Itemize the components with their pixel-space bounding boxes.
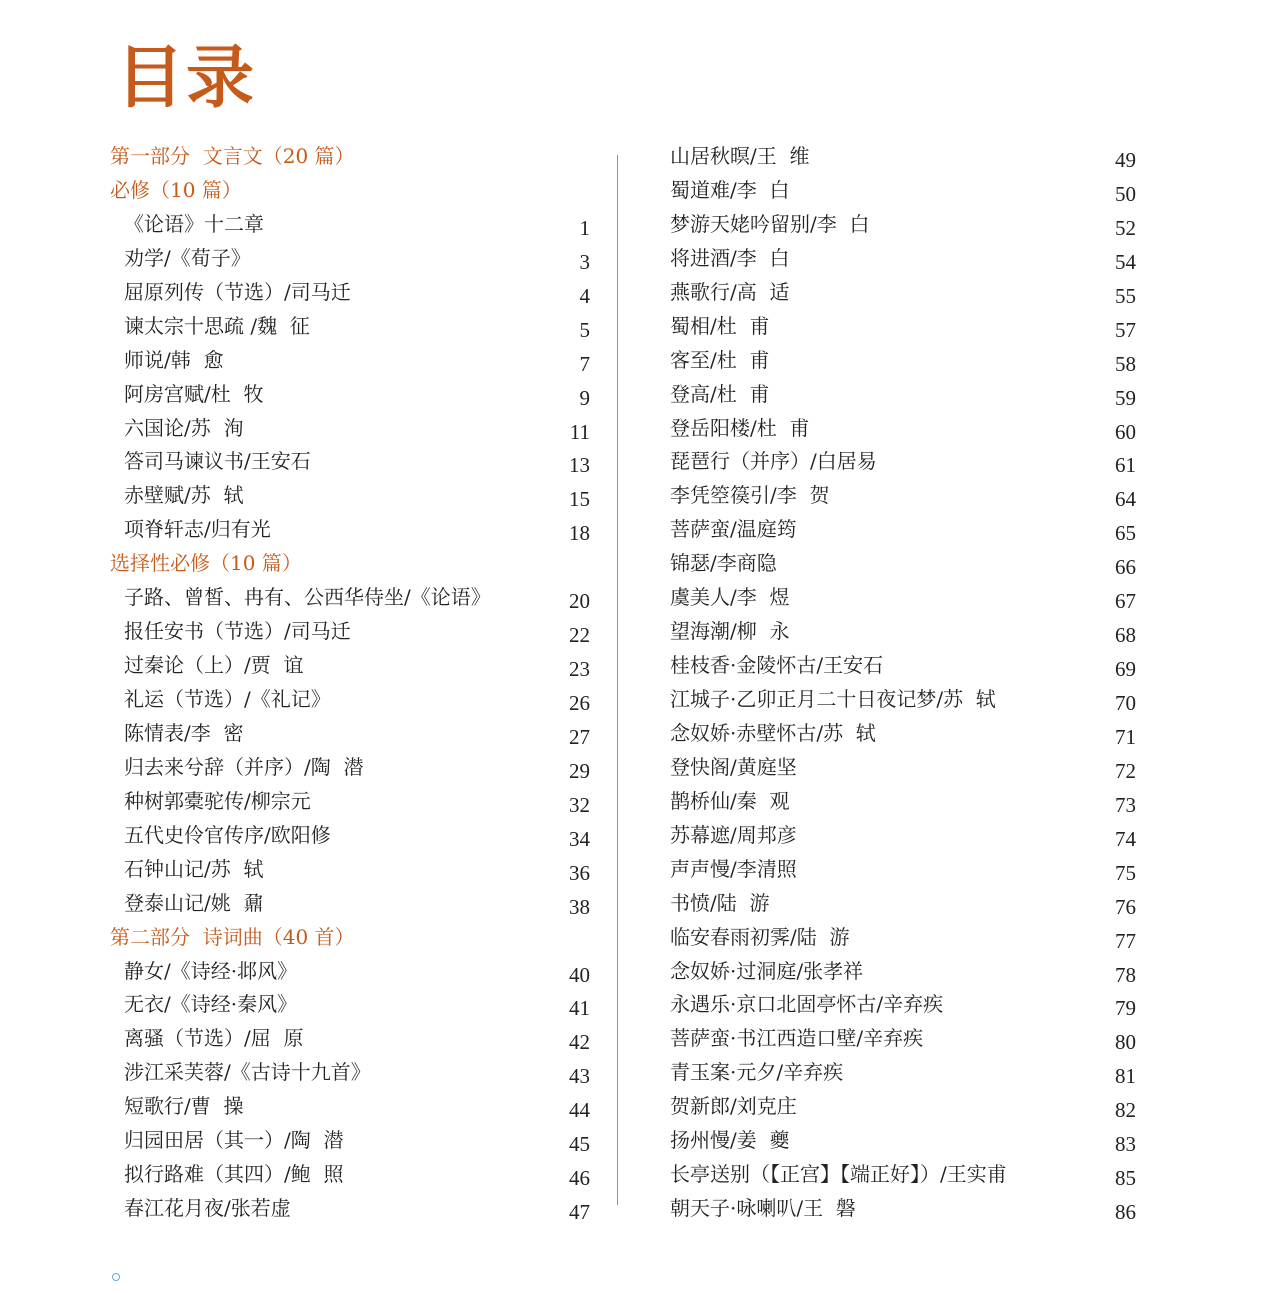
toc-entry-page-number: 7 bbox=[579, 351, 590, 376]
toc-entry[interactable] bbox=[670, 751, 1136, 785]
toc-entry-page-number: 76 bbox=[1115, 894, 1136, 919]
toc-entry-title: 阿房宫赋/杜 牧 bbox=[124, 381, 264, 406]
toc-entry-title: 《论语》十二章 bbox=[124, 211, 264, 236]
toc-entry-title: 扬州慢/姜 夔 bbox=[670, 1128, 790, 1153]
toc-entry-title: 菩萨蛮/温庭筠 bbox=[670, 517, 797, 542]
toc-entry-page-number: 22 bbox=[569, 623, 590, 648]
toc-entry[interactable] bbox=[110, 1022, 590, 1056]
toc-entry-page-number: 85 bbox=[1115, 1166, 1136, 1191]
toc-entry-title: 静女/《诗经·邶风》 bbox=[124, 958, 298, 983]
toc-entry-title: 涉江采芙蓉/《古诗十九首》 bbox=[124, 1060, 371, 1085]
toc-entry[interactable] bbox=[670, 1022, 1136, 1056]
toc-entry[interactable] bbox=[110, 1124, 590, 1158]
toc-entry-page-number: 45 bbox=[569, 1132, 590, 1157]
toc-entry-title: 师说/韩 愈 bbox=[124, 347, 224, 372]
toc-entry-title: 登高/杜 甫 bbox=[670, 381, 770, 406]
toc-entry-title: 山居秋暝/王 维 bbox=[670, 144, 810, 168]
toc-entry[interactable] bbox=[110, 1158, 590, 1192]
toc-entry-title: 归去来兮辞（并序）/陶 潜 bbox=[124, 754, 364, 779]
toc-entry-page-number: 73 bbox=[1115, 792, 1136, 817]
toc-entry-page-number: 36 bbox=[569, 860, 590, 885]
toc-entry-title: 永遇乐·京口北固亭怀古/辛弃疾 bbox=[670, 992, 944, 1017]
toc-entry-page-number: 38 bbox=[569, 894, 590, 919]
toc-entry-page-number: 18 bbox=[569, 521, 590, 546]
toc-entry-title: 谏太宗十思疏 /魏 征 bbox=[124, 313, 310, 338]
toc-entry-page-number: 4 bbox=[579, 283, 590, 308]
toc-entry-title: 青玉案·元夕/辛弃疾 bbox=[670, 1060, 844, 1085]
toc-entry[interactable] bbox=[670, 955, 1136, 989]
toc-entry[interactable] bbox=[670, 887, 1136, 921]
toc-entry-page-number: 70 bbox=[1115, 691, 1136, 715]
toc-entry-title: 劝学/《荀子》 bbox=[124, 245, 251, 270]
toc-entry[interactable] bbox=[670, 615, 1136, 649]
toc-entry-title: 登泰山记/姚 鼐 bbox=[124, 890, 264, 915]
toc-entry-title: 菩萨蛮·书江西造口壁/辛弃疾 bbox=[670, 1026, 924, 1051]
toc-entry[interactable] bbox=[110, 310, 590, 344]
toc-entry[interactable] bbox=[110, 378, 590, 412]
toc-entry-title: 礼运（节选）/《礼记》 bbox=[124, 687, 331, 711]
toc-entry-page-number: 52 bbox=[1115, 215, 1136, 240]
toc-entry-page-number: 23 bbox=[569, 657, 590, 682]
section-heading-text: 选择性必修（10 篇） bbox=[110, 551, 302, 576]
toc-entry-title: 子路、曾皙、冉有、公西华侍坐/《论语》 bbox=[124, 585, 491, 610]
toc-entry[interactable] bbox=[670, 479, 1136, 513]
toc-entry-page-number: 27 bbox=[569, 724, 590, 749]
toc-entry-page-number: 71 bbox=[1115, 724, 1136, 749]
toc-entry[interactable] bbox=[670, 1056, 1136, 1090]
toc-entry[interactable] bbox=[670, 649, 1136, 683]
toc-entry-title: 无衣/《诗经·秦风》 bbox=[124, 992, 298, 1017]
page-title: 目录 bbox=[116, 38, 257, 118]
toc-entry-title: 念奴娇·赤壁怀古/苏 轼 bbox=[670, 720, 876, 745]
toc-entry-title: 客至/杜 甫 bbox=[670, 347, 770, 372]
toc-entry[interactable] bbox=[110, 853, 590, 887]
toc-entry-page-number: 46 bbox=[569, 1166, 590, 1191]
toc-entry-title: 蜀道难/李 白 bbox=[670, 177, 790, 202]
page-marker-dot bbox=[112, 1273, 120, 1281]
toc-entry[interactable] bbox=[110, 751, 590, 785]
toc-entry-title: 燕歌行/高 适 bbox=[670, 279, 790, 304]
section-heading-text: 第二部分 诗词曲（40 首） bbox=[110, 924, 355, 949]
toc-entry-title: 登快阁/黄庭坚 bbox=[670, 754, 797, 779]
toc-entry-page-number: 40 bbox=[569, 962, 590, 987]
toc-entry-title: 贺新郎/刘克庄 bbox=[670, 1094, 797, 1119]
toc-entry[interactable] bbox=[670, 988, 1136, 1022]
toc-entry[interactable] bbox=[110, 1192, 590, 1226]
toc-entry[interactable] bbox=[670, 853, 1136, 887]
toc-entry-page-number: 42 bbox=[569, 1030, 590, 1055]
toc-entry[interactable] bbox=[110, 955, 590, 989]
toc-entry[interactable] bbox=[110, 819, 590, 853]
toc-entry-title: 江城子·乙卯正月二十日夜记梦/苏 轼 bbox=[670, 687, 996, 711]
toc-entry-page-number: 50 bbox=[1115, 181, 1136, 206]
toc-entry-page-number: 41 bbox=[569, 996, 590, 1021]
column-divider bbox=[617, 155, 618, 1205]
toc-entry[interactable] bbox=[110, 581, 590, 615]
toc-entry-page-number: 15 bbox=[569, 487, 590, 512]
toc-entry-title: 春江花月夜/张若虚 bbox=[124, 1196, 291, 1221]
toc-entry[interactable] bbox=[670, 785, 1136, 819]
toc-entry-page-number: 60 bbox=[1115, 419, 1136, 444]
toc-entry-page-number: 83 bbox=[1115, 1132, 1136, 1157]
section-heading bbox=[110, 921, 590, 955]
toc-entry[interactable] bbox=[110, 887, 590, 921]
toc-entry[interactable] bbox=[670, 1158, 1136, 1192]
toc-entry-page-number: 34 bbox=[569, 826, 590, 851]
toc-entry[interactable] bbox=[670, 819, 1136, 853]
toc-entry-title: 六国论/苏 洵 bbox=[124, 415, 244, 440]
toc-entry[interactable] bbox=[670, 1124, 1136, 1158]
toc-entry-page-number: 5 bbox=[579, 317, 590, 342]
toc-entry[interactable] bbox=[670, 1090, 1136, 1124]
toc-entry[interactable] bbox=[670, 717, 1136, 751]
toc-entry-title: 蜀相/杜 甫 bbox=[670, 313, 770, 338]
toc-entry-page-number: 65 bbox=[1115, 521, 1136, 546]
toc-entry-title: 李凭箜篌引/李 贺 bbox=[670, 483, 830, 508]
toc-entry[interactable] bbox=[110, 988, 590, 1022]
toc-entry-page-number: 47 bbox=[569, 1200, 590, 1225]
toc-entry-page-number: 1 bbox=[579, 215, 590, 240]
toc-entry-title: 短歌行/曹 操 bbox=[124, 1094, 244, 1119]
toc-entry-page-number: 9 bbox=[579, 385, 590, 410]
toc-entry-title: 琵琶行（并序）/白居易 bbox=[670, 449, 877, 474]
toc-entry-title: 书愤/陆 游 bbox=[670, 890, 770, 915]
toc-entry-page-number: 75 bbox=[1115, 860, 1136, 885]
toc-entry[interactable] bbox=[670, 276, 1136, 310]
toc-entry-title: 项脊轩志/归有光 bbox=[124, 517, 271, 542]
toc-entry[interactable] bbox=[670, 412, 1136, 446]
toc-entry[interactable] bbox=[670, 310, 1136, 344]
toc-entry-title: 五代史伶官传序/欧阳修 bbox=[124, 822, 331, 847]
toc-entry-title: 临安春雨初霁/陆 游 bbox=[670, 924, 850, 949]
toc-entry[interactable] bbox=[670, 378, 1136, 412]
toc-entry-title: 苏幕遮/周邦彦 bbox=[670, 822, 797, 847]
toc-entry-page-number: 69 bbox=[1115, 657, 1136, 682]
toc-entry[interactable] bbox=[110, 615, 590, 649]
toc-entry-title: 种树郭橐驼传/柳宗元 bbox=[124, 788, 311, 813]
toc-entry-page-number: 26 bbox=[569, 691, 590, 715]
toc-entry-page-number: 66 bbox=[1115, 555, 1136, 580]
toc-entry-page-number: 61 bbox=[1115, 453, 1136, 478]
toc-entry[interactable] bbox=[110, 649, 590, 683]
toc-entry-page-number: 44 bbox=[569, 1098, 590, 1123]
section-heading bbox=[110, 140, 590, 174]
toc-entry[interactable] bbox=[670, 547, 1136, 581]
toc-entry-page-number: 11 bbox=[569, 419, 590, 444]
toc-entry-title: 石钟山记/苏 轼 bbox=[124, 856, 264, 881]
section-heading bbox=[110, 174, 590, 208]
toc-entry-title: 赤壁赋/苏 轼 bbox=[124, 483, 244, 508]
toc-entry[interactable] bbox=[110, 717, 590, 751]
toc-entry-title: 陈情表/李 密 bbox=[124, 720, 244, 745]
toc-entry[interactable] bbox=[110, 344, 590, 378]
toc-entry-title: 长亭送别（【正宫】【端正好】）/王实甫 bbox=[670, 1162, 1007, 1187]
toc-entry-title: 朝天子·咏喇叭/王 磐 bbox=[670, 1196, 856, 1221]
toc-entry-title: 报任安书（节选）/司马迁 bbox=[124, 619, 351, 644]
toc-entry-page-number: 68 bbox=[1115, 623, 1136, 648]
toc-entry-page-number: 20 bbox=[569, 589, 590, 614]
toc-entry-title: 屈原列传（节选）/司马迁 bbox=[124, 279, 351, 304]
toc-entry-page-number: 13 bbox=[569, 453, 590, 478]
toc-entry[interactable] bbox=[670, 445, 1136, 479]
toc-entry[interactable] bbox=[670, 174, 1136, 208]
toc-entry[interactable] bbox=[110, 412, 590, 446]
toc-entry[interactable] bbox=[670, 921, 1136, 955]
toc-entry-page-number: 43 bbox=[569, 1064, 590, 1089]
toc-entry-page-number: 64 bbox=[1115, 487, 1136, 512]
toc-entry-title: 过秦论（上）/贾 谊 bbox=[124, 653, 304, 678]
toc-entry[interactable] bbox=[670, 140, 1136, 174]
toc-entry-title: 声声慢/李清照 bbox=[670, 856, 797, 881]
toc-entry[interactable] bbox=[670, 581, 1136, 615]
toc-entry[interactable] bbox=[670, 683, 1136, 717]
toc-entry-page-number: 58 bbox=[1115, 351, 1136, 376]
toc-right-column bbox=[670, 140, 1136, 1226]
toc-entry-page-number: 77 bbox=[1115, 928, 1136, 953]
toc-entry[interactable] bbox=[110, 785, 590, 819]
toc-left-column bbox=[110, 140, 590, 1226]
toc-entry[interactable] bbox=[110, 1090, 590, 1124]
toc-entry-title: 念奴娇·过洞庭/张孝祥 bbox=[670, 958, 864, 983]
toc-entry[interactable] bbox=[670, 513, 1136, 547]
toc-entry-page-number: 54 bbox=[1115, 249, 1136, 274]
toc-entry-title: 虞美人/李 煜 bbox=[670, 585, 790, 610]
toc-entry-page-number: 82 bbox=[1115, 1098, 1136, 1123]
toc-entry-title: 答司马谏议书/王安石 bbox=[124, 449, 311, 474]
toc-entry-page-number: 29 bbox=[569, 758, 590, 783]
toc-entry-title: 拟行路难（其四）/鲍 照 bbox=[124, 1162, 344, 1187]
toc-entry-title: 归园田居（其一）/陶 潜 bbox=[124, 1128, 344, 1153]
toc-entry-page-number: 81 bbox=[1115, 1064, 1136, 1089]
toc-entry[interactable] bbox=[670, 344, 1136, 378]
section-heading-text: 第一部分 文言文（20 篇） bbox=[110, 144, 355, 168]
toc-entry-title: 鹊桥仙/秦 观 bbox=[670, 788, 790, 813]
toc-entry[interactable] bbox=[110, 683, 590, 717]
toc-entry[interactable] bbox=[670, 1192, 1136, 1226]
toc-entry-page-number: 32 bbox=[569, 792, 590, 817]
toc-entry-page-number: 3 bbox=[579, 249, 590, 274]
toc-entry-page-number: 49 bbox=[1115, 148, 1136, 172]
toc-entry[interactable] bbox=[110, 242, 590, 276]
toc-entry[interactable] bbox=[670, 208, 1136, 242]
toc-entry-page-number: 74 bbox=[1115, 826, 1136, 851]
toc-entry-title: 望海潮/柳 永 bbox=[670, 619, 790, 644]
toc-entry[interactable] bbox=[110, 1056, 590, 1090]
toc-entry-page-number: 80 bbox=[1115, 1030, 1136, 1055]
toc-entry-page-number: 79 bbox=[1115, 996, 1136, 1021]
toc-entry-page-number: 55 bbox=[1115, 283, 1136, 308]
toc-entry-page-number: 67 bbox=[1115, 589, 1136, 614]
toc-entry[interactable] bbox=[110, 513, 590, 547]
toc-entry-title: 桂枝香·金陵怀古/王安石 bbox=[670, 653, 884, 678]
section-heading-text: 必修（10 篇） bbox=[110, 177, 242, 202]
toc-entry-title: 梦游天姥吟留别/李 白 bbox=[670, 211, 870, 236]
toc-entry[interactable] bbox=[670, 242, 1136, 276]
toc-entry-page-number: 72 bbox=[1115, 758, 1136, 783]
toc-entry[interactable] bbox=[110, 208, 590, 242]
toc-entry-page-number: 86 bbox=[1115, 1200, 1136, 1225]
toc-entry-page-number: 57 bbox=[1115, 317, 1136, 342]
toc-entry-title: 将进酒/李 白 bbox=[670, 245, 790, 270]
toc-entry[interactable] bbox=[110, 276, 590, 310]
toc-entry-title: 登岳阳楼/杜 甫 bbox=[670, 415, 810, 440]
toc-entry-page-number: 59 bbox=[1115, 385, 1136, 410]
toc-entry-title: 离骚（节选）/屈 原 bbox=[124, 1026, 304, 1051]
toc-entry[interactable] bbox=[110, 445, 590, 479]
toc-entry[interactable] bbox=[110, 479, 590, 513]
toc-entry-title: 锦瑟/李商隐 bbox=[670, 551, 777, 576]
toc-entry-page-number: 78 bbox=[1115, 962, 1136, 987]
section-heading bbox=[110, 547, 590, 581]
